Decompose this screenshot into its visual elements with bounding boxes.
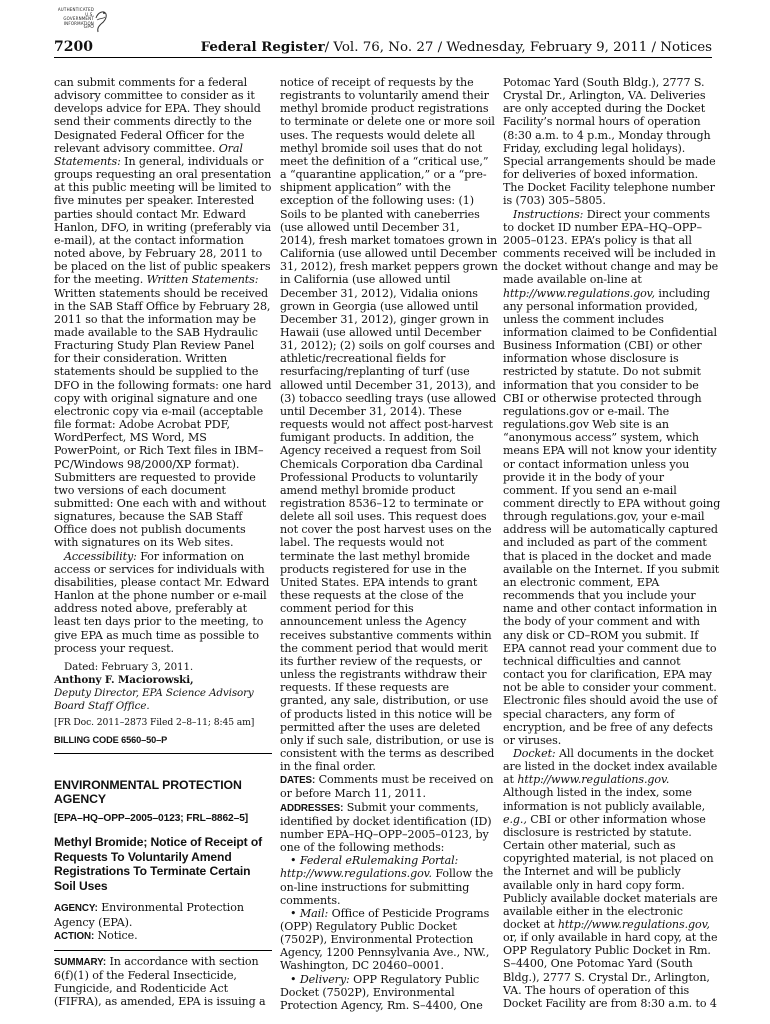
- signer-title: Deputy Director, EPA Science Advisory Board Staff Office.: [54, 687, 254, 713]
- text: For information on access or services for individuals with disabilities, please contact Mr. Edward Hanlon at the phone number or e-mail address noted above, preferably at least ten days prior to the meeting, to give EPA as much time as possible to process your request.: [54, 549, 270, 655]
- label: ACTION:: [54, 930, 95, 942]
- text: OPP Regulatory Public Docket (7502P), Environmental Protection Agency, Rm. S–4400, One: [280, 972, 483, 1012]
- page-header: [54, 38, 712, 58]
- text: Written statements should be received in the SAB Staff Office by February 28, 2011 so that the information may be made available to the SAB Hydraulic Fracturing Study Plan Review Panel for their consideration. Written statements should be supplied to the DFO in the following formats: one hard copy with original signature and one electronic copy via e-mail (acceptable file format: Adobe Acrobat PDF, WordPerfect, MS Word, MS PowerPoint, or Rich Text files in IBM–PC/Windows 98/2000/XP format). Submitters are requested to provide two versions of each document submitted: One each with and without signatures, because the SAB Staff Office does not publish documents with signatures on its Web sites.: [54, 286, 272, 550]
- logo-text: [54, 8, 94, 31]
- bullet-item: • Federal eRulemaking Portal: http://www.regulations.gov. Follow the on-line instructions for submitting comments.: [280, 854, 494, 907]
- page-number: 7200: [54, 39, 93, 55]
- text: including any personal information provided, unless the comment includes information claimed to be Confidential Business Information (CBI) or other information whose disclosure is restricted by statute. Do not submit information that you consider to be CBI or otherwise protected through regulations.gov or e-mail. The regulations.gov Web site is an “anonymous access” system, which means EPA will not know your identity or contact information unless you provide it in the body of your comment. If you send an e-mail comment directly to EPA without going through regulations.gov, your e-mail address will be automatically captured and included as part of the comment that is placed in the docket and made available on the Internet. If you submit an electronic comment, EPA recommends that you include your name and other contact information in the body of your comment and with any disk or CD–ROM you submit. If EPA cannot read your comment due to technical difficulties and cannot contact you for clarification, EPA may not be able to consider your comment. Electronic files should avoid the use of special characters, any form of encryption, and be free of any defects or viruses.: [503, 286, 721, 747]
- billing-code: BILLING CODE 6560–50–P: [54, 734, 168, 745]
- fr-doc-line: [FR Doc. 2011–2873 Filed 2–8–11; 8:45 am]: [54, 716, 255, 728]
- running-head: [201, 39, 712, 55]
- issue-info: / Vol. 76, No. 27 / Wednesday, February 9, 2011 / Notices: [324, 40, 712, 55]
- paragraph: [54, 550, 272, 655]
- text: In accordance with section 6(f)(1) of the Federal Insecticide, Fungicide, and Rodenticide Act (FIFRA), as amended, EPA is issuing a: [54, 954, 266, 1009]
- paragraph: notice of receipt of requests by the registrants to voluntarily amend their methyl bromide product registrations to terminate or delete one or more soil uses. The requests would delete all methyl bromide soil uses that do not meet the definition of a “critical use,” a “quarantine application,” or a “pre-shipment application” with the exception of the following uses: (1) Soils to be planted with caneberries (use allowed until December 31, 2014), fresh market tomatoes grown in California (use allowed until December 31, 2012), fresh market peppers grown in California (use allowed until December 31, 2012), Vidalia onions grown in Georgia (use allowed until December 31, 2012), ginger grown in Hawaii (use allowed until December 31, 2012); (2) soils on golf courses and athletic/recreational fields for resurfacing/replanting of turf (use allowed until December 31, 2013), and (3) tobacco seedling trays (use allowed until December 31, 2014). These requests would not affect post-harvest fumigant products. In addition, the Agency received a request from Soil Chemicals Corporation dba Cardinal Professional Products to voluntarily amend methyl bromide product registration 8536–12 to terminate or delete all soil uses. This request does not cover the post harvest uses on the label. The requests would not terminate the last methyl bromide products registered for use in the United States. EPA intends to grant these requests at the close of the comment period for this announcement unless the Agency receives substantive comments within the comment period that would merit its further review of the requests, or unless the registrants withdraw their requests. If these requests are granted, any sale, distribution, or use of products listed in this notice will be permitted after the uses are deleted only if such sale, distribution, or use is consistent with the terms as described in the final order.: [280, 76, 498, 774]
- text: Follow the on-line instructions for submitting comments.: [280, 867, 494, 907]
- regulations-link[interactable]: http://www.regulations.gov.: [517, 773, 670, 787]
- column-2: [280, 76, 498, 1012]
- column-3: [503, 76, 721, 1010]
- text: Environmental Protection Agency (EPA).: [54, 901, 244, 929]
- document-title: Methyl Bromide; Notice of Receipt of Requests To Voluntarily Amend Registrations To Terminate Certain Soil Uses: [54, 834, 263, 893]
- text: In general, individuals or groups requesting an oral presentation at this public meeting will be limited to five minutes per speaker. Interested parties should contact Mr. Edward Hanlon, DFO, in writing (preferably via e-mail), at the contact information noted above, by February 28, 2011 to be placed on the list of public speakers for the meeting.: [54, 154, 272, 287]
- regulations-link[interactable]: http://www.regulations.gov.: [280, 867, 432, 881]
- divider: [54, 950, 272, 951]
- instructions-paragraph: [503, 208, 721, 747]
- paragraph: [54, 76, 272, 550]
- bullet-label: Mail:: [299, 906, 329, 920]
- label: AGENCY:: [54, 903, 98, 915]
- logo-line: GPO: [83, 25, 94, 31]
- logo-line: INFORMATION: [63, 20, 94, 26]
- logo-line: U.S. GOVERNMENT: [63, 11, 94, 22]
- bullet-label: Federal eRulemaking Portal:: [299, 854, 459, 868]
- bullet-label: Delivery:: [299, 972, 350, 986]
- action-line: [54, 929, 272, 943]
- run-in-heading: Instructions:: [513, 207, 584, 221]
- text: All documents in the docket are listed in the docket index available at: [503, 746, 718, 787]
- label: ADDRESSES:: [280, 802, 344, 814]
- text: Comments must be received on or before March 11, 2011.: [280, 773, 494, 801]
- label: SUMMARY:: [54, 956, 106, 968]
- run-in-heading: Written Statements:: [146, 273, 259, 287]
- text: or, if only available in hard copy, at the OPP Regulatory Public Docket in Rm. S–4400, One Potomac Yard (South Bldg.), 2777 S. Crystal Dr., Arlington, VA. The hours of operation of this Docket Facility are from 8:30 a.m. to 4: [503, 931, 718, 1010]
- signer-name: Anthony F. Maciorowski,: [54, 674, 194, 687]
- run-in-heading: Docket:: [513, 746, 556, 760]
- summary-paragraph: [54, 955, 272, 1009]
- eagle-icon: [94, 8, 108, 34]
- text: Office of Pesticide Programs (OPP) Regulatory Public Docket (7502P), Environmental Protection Agency, 1200 Pennsylvania Ave., NW., Washington, DC 20460–0001.: [280, 906, 490, 973]
- addresses-paragraph: [280, 801, 498, 855]
- run-in-heading: Oral Statements:: [54, 141, 243, 168]
- regulations-link[interactable]: http://www.regulations.gov,: [557, 918, 710, 931]
- divider: [54, 753, 272, 754]
- gpo-authentication-logo: [54, 8, 106, 38]
- run-in-heading: Accessibility:: [64, 549, 137, 563]
- paragraph: Potomac Yard (South Bldg.), 2777 S. Crystal Dr., Arlington, VA. Deliveries are only accepted during the Docket Facility’s normal hours of operation (8:30 a.m. to 4 p.m., Monday through Friday, excluding legal holidays). Special arrangements should be made for deliveries of boxed information. The Docket Facility telephone number is (703) 305–5805.: [503, 76, 716, 208]
- bullet-item: • Delivery: OPP Regulatory Public Docket (7502P), Environmental Protection Agency, Rm. S–4400, One: [280, 972, 483, 1012]
- logo-line: AUTHENTICATED: [57, 7, 94, 12]
- dated-line: Dated: February 3, 2011.: [64, 660, 194, 673]
- text: CBI or other information whose disclosure is restricted by statute. Certain other material, such as copyrighted material, is not placed on the Internet and will be publicly available only in hard copy form. Publicly available docket materials are available either in the electronic docket at: [503, 812, 718, 931]
- agency-line: [54, 901, 272, 928]
- text: Notice.: [97, 928, 138, 942]
- journal-name: Federal Register: [200, 39, 325, 55]
- label: DATES:: [280, 775, 316, 787]
- agency-heading: ENVIRONMENTAL PROTECTION AGENCY: [54, 777, 242, 806]
- text: Although listed in the index, some information is not publicly available,: [503, 786, 705, 813]
- docket-paragraph: [503, 747, 721, 1010]
- text: Direct your comments to docket ID number EPA–HQ–OPP–2005–0123. EPA’s policy is that all comments received will be included in the docket without change and may be made available on-line at: [503, 207, 719, 287]
- bullet-item: • Mail: Office of Pesticide Programs (OPP) Regulatory Public Docket (7502P), Environmental Protection Agency, 1200 Pennsylvania Ave., NW., Washington, DC 20460–0001.: [280, 906, 490, 973]
- column-1: [54, 76, 272, 1008]
- regulations-link[interactable]: http://www.regulations.gov,: [503, 286, 655, 300]
- text: Submit your comments, identified by docket identification (ID) number EPA–HQ–OPP–2005–0123, by one of the following methods:: [280, 800, 492, 855]
- docket-id: [EPA–HQ–OPP–2005–0123; FRL–8862–5]: [54, 812, 249, 824]
- dates-paragraph: [280, 773, 498, 800]
- text: can submit comments for a federal advisory committee to consider as it develops advice for EPA. They should send their comments directly to the Designated Federal Officer for the relevant advisory committee.: [54, 76, 261, 155]
- abbreviation: e.g.,: [503, 812, 527, 826]
